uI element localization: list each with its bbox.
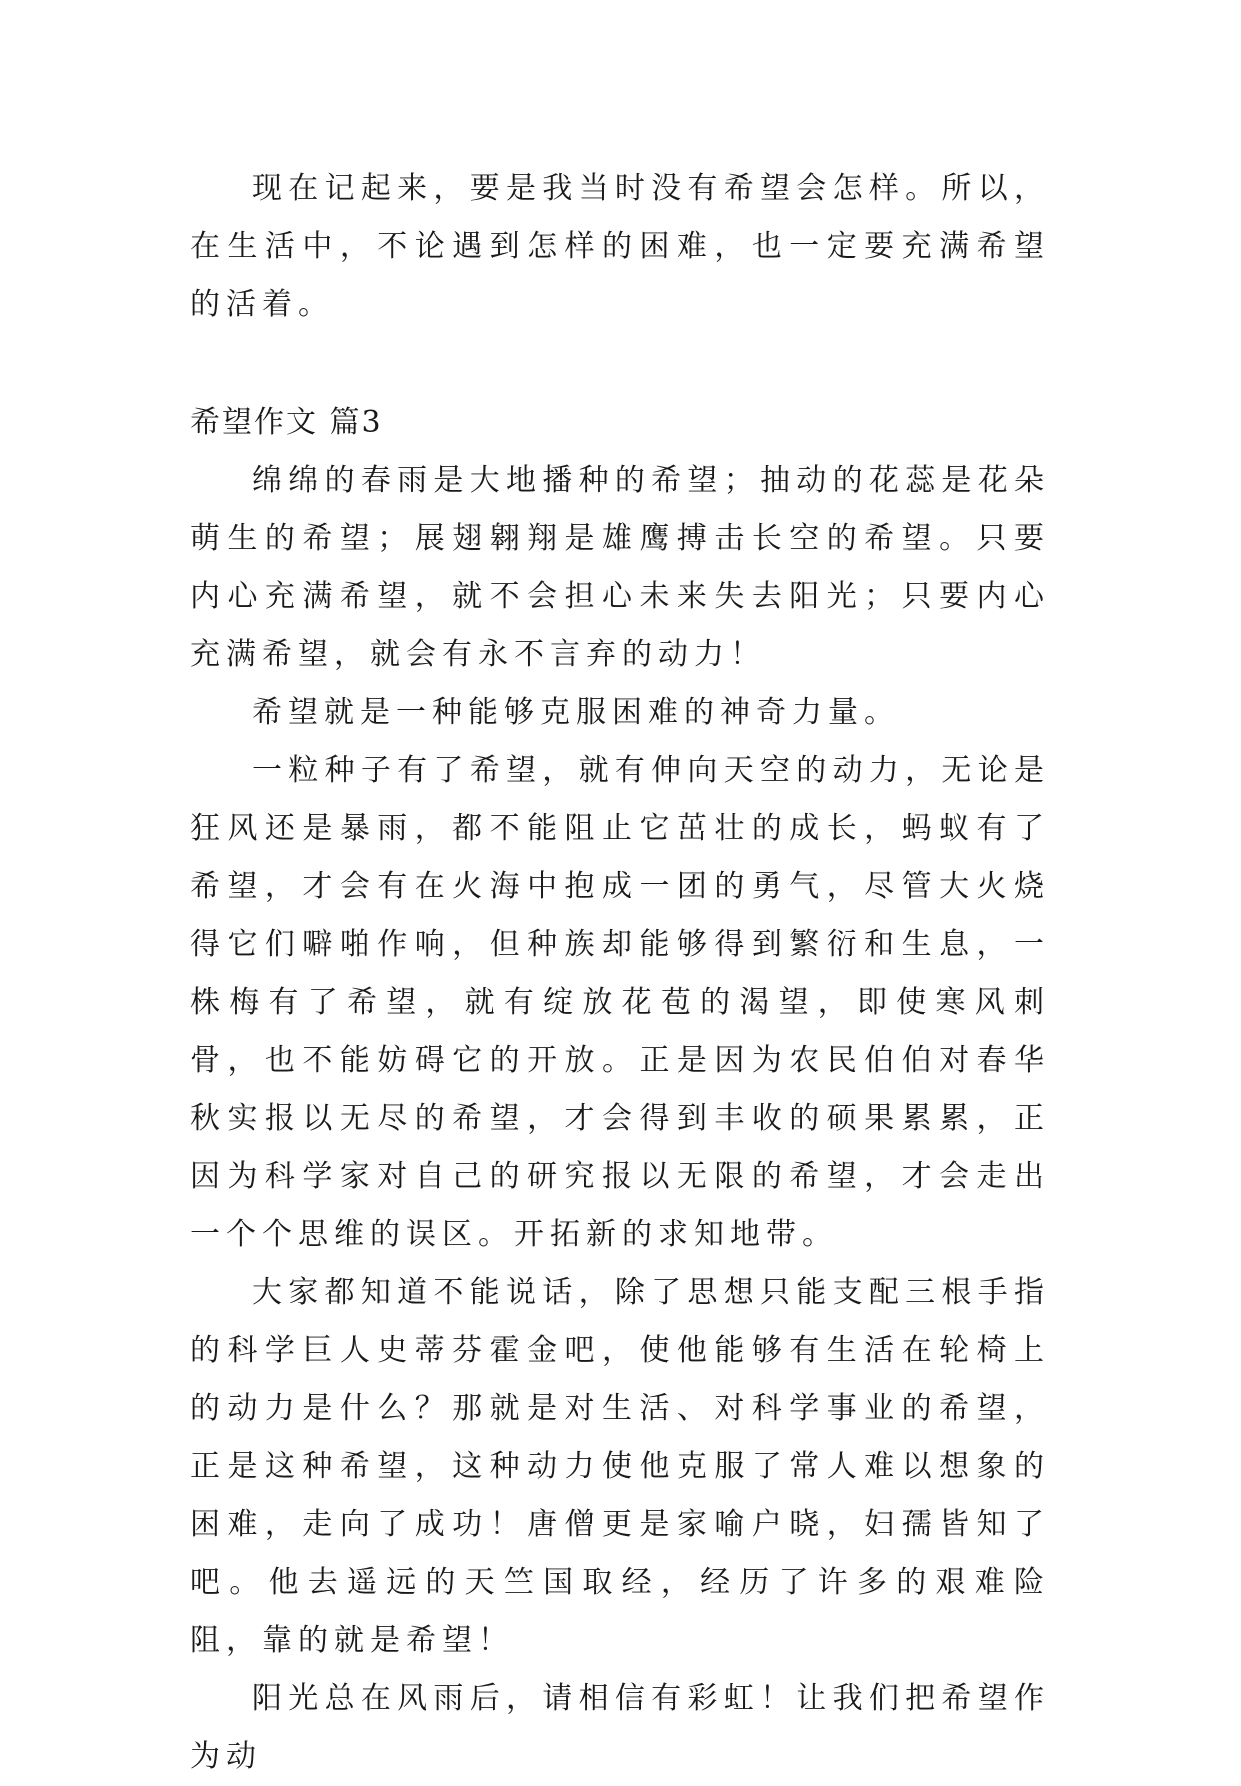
paragraph: 绵绵的春雨是大地播种的希望；抽动的花蕊是花朵萌生的希望；展翅翱翔是雄鹰搏击长空的希望。只要内心充满希望，就不会担心未来失去阳光；只要内心充满希望，就会有永不言弃的动力！	[190, 463, 1050, 672]
document-body	[190, 160, 1050, 1786]
paragraph: 希望就是一种能够克服困难的神奇力量。	[252, 695, 900, 730]
section-title: 希望作文 篇3	[190, 405, 383, 440]
paragraph: 现在记起来，要是我当时没有希望会怎样。所以，在生活中，不论遇到怎样的困难，也一定要充满希望的活着。	[190, 171, 1050, 322]
section-spacer	[190, 334, 1050, 394]
paragraph: 阳光总在风雨后，请相信有彩虹！让我们把希望作为动	[190, 1681, 1050, 1774]
paragraph: 大家都知道不能说话，除了思想只能支配三根手指的科学巨人史蒂芬霍金吧，使他能够有生活在轮椅上的动力是什么？那就是对生活、对科学事业的希望，正是这种希望，这种动力使他克服了常人难以想象的困难，走向了成功！唐僧更是家喻户晓，妇孺皆知了吧。他去遥远的天竺国取经，经历了许多的艰难险阻，靠的就是希望！	[190, 1275, 1050, 1658]
paragraph: 一粒种子有了希望，就有伸向天空的动力，无论是狂风还是暴雨，都不能阻止它茁壮的成长，蚂蚁有了希望，才会有在火海中抱成一团的勇气，尽管大火烧得它们噼啪作响，但种族却能够得到繁衍和生息，一株梅有了希望，就有绽放花苞的渴望，即使寒风刺骨，也不能妨碍它的开放。正是因为农民伯伯对春华秋实报以无尽的希望，才会得到丰收的硕果累累，正因为科学家对自己的研究报以无限的希望，才会走出一个个思维的误区。开拓新的求知地带。	[190, 753, 1050, 1252]
